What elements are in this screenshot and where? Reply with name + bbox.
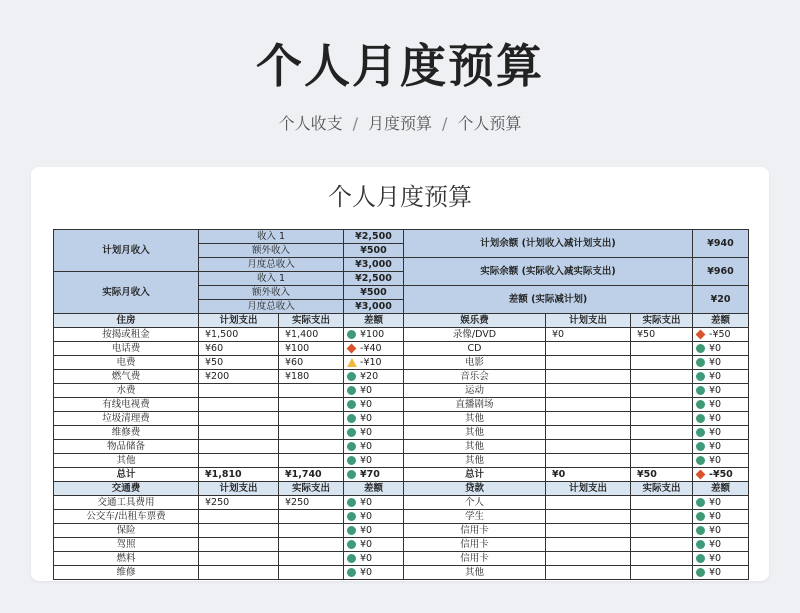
planned-balance-value: ¥940 <box>693 230 749 258</box>
planned-cost: ¥50 <box>199 356 279 370</box>
difference-value: -¥10 <box>360 357 382 368</box>
expense-item-name: 直播剧场 <box>404 398 546 412</box>
col-plan-header: 计划支出 <box>199 482 279 496</box>
actual-income-label: 实际月收入 <box>54 272 199 314</box>
difference-value: ¥100 <box>360 329 385 340</box>
col-actual-header: 实际支出 <box>631 314 693 328</box>
difference-cell <box>693 426 749 440</box>
expense-item-name: 信用卡 <box>404 524 546 538</box>
expense-item-name: 电话费 <box>54 342 199 356</box>
planned-cost <box>199 538 279 552</box>
difference-cell <box>693 496 749 510</box>
actual-balance-value: ¥960 <box>693 258 749 286</box>
circle-indicator-icon <box>347 554 356 563</box>
table-row <box>54 440 749 454</box>
difference-cell <box>693 538 749 552</box>
difference-value: -¥50 <box>709 469 733 480</box>
planned-income-item: 额外收入 <box>199 244 344 258</box>
planned-cost <box>199 524 279 538</box>
planned-cost <box>199 454 279 468</box>
table-row <box>54 342 749 356</box>
actual-cost <box>631 524 693 538</box>
budget-table <box>53 229 749 580</box>
planned-cost: ¥0 <box>546 468 631 482</box>
actual-cost: ¥180 <box>279 370 344 384</box>
difference-value: ¥0 <box>360 497 373 508</box>
planned-cost <box>546 370 631 384</box>
circle-indicator-icon <box>347 372 356 381</box>
expense-item-name: 信用卡 <box>404 552 546 566</box>
col-diff-header: 差额 <box>344 314 404 328</box>
planned-income-value: ¥3,000 <box>344 258 404 272</box>
col-plan-header: 计划支出 <box>546 314 631 328</box>
difference-cell <box>693 412 749 426</box>
table-row <box>54 426 749 440</box>
planned-cost <box>546 496 631 510</box>
planned-cost <box>546 426 631 440</box>
expense-item-name: 交通工具费用 <box>54 496 199 510</box>
planned-cost <box>546 524 631 538</box>
circle-indicator-icon <box>347 414 356 423</box>
preview-card <box>31 167 769 581</box>
expense-item-name: 燃气费 <box>54 370 199 384</box>
difference-cell <box>344 552 404 566</box>
circle-indicator-icon <box>696 372 705 381</box>
actual-cost <box>631 342 693 356</box>
difference-value: ¥0 <box>709 413 722 424</box>
col-diff-header: 差额 <box>693 314 749 328</box>
breadcrumb-item-monthly[interactable]: 月度预算 <box>367 114 432 133</box>
actual-cost <box>279 552 344 566</box>
table-row <box>54 356 749 370</box>
circle-indicator-icon <box>696 498 705 507</box>
difference-value: ¥0 <box>360 413 373 424</box>
planned-cost <box>199 552 279 566</box>
expense-item-name: 其他 <box>54 454 199 468</box>
circle-indicator-icon <box>347 512 356 521</box>
expense-item-name: CD <box>404 342 546 356</box>
expense-item-name: 有线电视费 <box>54 398 199 412</box>
difference-cell <box>693 468 749 482</box>
planned-cost <box>199 384 279 398</box>
expense-item-name: 电影 <box>404 356 546 370</box>
expense-item-name: 音乐会 <box>404 370 546 384</box>
table-row <box>54 496 749 510</box>
actual-cost <box>631 412 693 426</box>
circle-indicator-icon <box>696 442 705 451</box>
total-row <box>54 468 749 482</box>
difference-cell <box>344 370 404 384</box>
difference-cell <box>344 384 404 398</box>
difference-value: ¥0 <box>709 441 722 452</box>
circle-indicator-icon <box>696 526 705 535</box>
expense-item-name: 其他 <box>404 426 546 440</box>
expense-item-name: 运动 <box>404 384 546 398</box>
expense-item-name: 其他 <box>404 440 546 454</box>
difference-cell <box>344 398 404 412</box>
expense-item-name: 学生 <box>404 510 546 524</box>
expense-item-name: 个人 <box>404 496 546 510</box>
actual-cost <box>631 384 693 398</box>
difference-cell <box>693 440 749 454</box>
planned-cost <box>199 398 279 412</box>
circle-indicator-icon <box>347 386 356 395</box>
expense-item-name: 按揭或租金 <box>54 328 199 342</box>
difference-value: ¥0 <box>709 427 722 438</box>
difference-value: ¥0 <box>360 539 373 550</box>
actual-income-value: ¥3,000 <box>344 300 404 314</box>
planned-cost <box>546 356 631 370</box>
actual-cost <box>279 384 344 398</box>
actual-income-item: 额外收入 <box>199 286 344 300</box>
planned-cost <box>546 440 631 454</box>
planned-cost <box>546 566 631 580</box>
planned-income-value: ¥500 <box>344 244 404 258</box>
actual-cost <box>631 454 693 468</box>
circle-indicator-icon <box>696 568 705 577</box>
difference-value: ¥0 <box>709 567 722 578</box>
expense-item-name: 电费 <box>54 356 199 370</box>
actual-cost: ¥1,400 <box>279 328 344 342</box>
col-actual-header: 实际支出 <box>631 482 693 496</box>
actual-cost <box>631 510 693 524</box>
actual-cost <box>631 496 693 510</box>
planned-cost <box>546 510 631 524</box>
expense-item-name: 水费 <box>54 384 199 398</box>
actual-cost: ¥100 <box>279 342 344 356</box>
circle-indicator-icon <box>696 344 705 353</box>
difference-value: ¥0 <box>709 497 722 508</box>
difference-value: ¥0 <box>709 385 722 396</box>
planned-cost: ¥250 <box>199 496 279 510</box>
planned-cost <box>546 412 631 426</box>
planned-cost: ¥200 <box>199 370 279 384</box>
actual-income-value: ¥500 <box>344 286 404 300</box>
difference-cell <box>344 440 404 454</box>
actual-cost <box>279 538 344 552</box>
difference-value: ¥0 <box>709 371 722 382</box>
difference-value: ¥0 <box>360 567 373 578</box>
circle-indicator-icon <box>696 414 705 423</box>
circle-indicator-icon <box>347 470 356 479</box>
triangle-indicator-icon <box>347 358 357 367</box>
difference-value: ¥0 <box>709 525 722 536</box>
planned-cost <box>546 398 631 412</box>
actual-cost <box>631 566 693 580</box>
circle-indicator-icon <box>347 498 356 507</box>
actual-cost <box>631 538 693 552</box>
planned-cost <box>199 566 279 580</box>
actual-cost <box>279 440 344 454</box>
circle-indicator-icon <box>696 540 705 549</box>
page-title: 个人月度预算 <box>256 39 544 93</box>
expense-item-name: 信用卡 <box>404 538 546 552</box>
housing-header: 住房 <box>54 314 199 328</box>
difference-cell <box>344 328 404 342</box>
difference-cell <box>344 538 404 552</box>
diamond-indicator-icon <box>347 344 357 354</box>
actual-cost <box>279 412 344 426</box>
table-row <box>54 510 749 524</box>
circle-indicator-icon <box>696 512 705 521</box>
expense-item-name: 总计 <box>54 468 199 482</box>
circle-indicator-icon <box>696 400 705 409</box>
diamond-indicator-icon <box>696 470 706 480</box>
planned-income-label: 计划月收入 <box>54 230 199 272</box>
table-row <box>54 384 749 398</box>
difference-value: ¥0 <box>709 357 722 368</box>
actual-cost <box>279 566 344 580</box>
col-actual-header: 实际支出 <box>279 482 344 496</box>
difference-cell <box>344 496 404 510</box>
actual-cost <box>631 426 693 440</box>
actual-cost: ¥1,740 <box>279 468 344 482</box>
difference-value: ¥0 <box>360 511 373 522</box>
col-diff-header: 差额 <box>344 482 404 496</box>
planned-cost: ¥0 <box>546 328 631 342</box>
difference-cell <box>344 342 404 356</box>
difference-cell <box>344 454 404 468</box>
difference-value: ¥0 <box>360 553 373 564</box>
planned-cost <box>199 510 279 524</box>
difference-cell <box>344 524 404 538</box>
table-row <box>54 552 749 566</box>
difference-value: ¥20 <box>693 286 749 314</box>
table-row <box>54 454 749 468</box>
difference-value: -¥40 <box>360 343 382 354</box>
expense-item-name: 维修费 <box>54 426 199 440</box>
difference-cell <box>693 356 749 370</box>
col-plan-header: 计划支出 <box>546 482 631 496</box>
actual-cost <box>631 356 693 370</box>
circle-indicator-icon <box>347 568 356 577</box>
col-diff-header: 差额 <box>693 482 749 496</box>
actual-cost: ¥50 <box>631 468 693 482</box>
transport-header: 交通费 <box>54 482 199 496</box>
expense-item-name: 录像/DVD <box>404 328 546 342</box>
difference-value: ¥0 <box>709 539 722 550</box>
sheet-title: 个人月度预算 <box>328 183 472 211</box>
planned-income-value: ¥2,500 <box>344 230 404 244</box>
circle-indicator-icon <box>696 456 705 465</box>
planned-cost <box>546 538 631 552</box>
planned-cost <box>199 426 279 440</box>
planned-cost <box>199 412 279 426</box>
actual-cost <box>631 440 693 454</box>
planned-cost: ¥1,810 <box>199 468 279 482</box>
actual-cost <box>279 398 344 412</box>
diamond-indicator-icon <box>696 330 706 340</box>
actual-income-value: ¥2,500 <box>344 272 404 286</box>
expense-item-name: 驾照 <box>54 538 199 552</box>
budget-table-body <box>54 230 749 580</box>
circle-indicator-icon <box>347 526 356 535</box>
difference-cell <box>344 412 404 426</box>
breadcrumb <box>0 112 800 136</box>
difference-cell <box>344 468 404 482</box>
difference-value: ¥0 <box>360 441 373 452</box>
expense-item-name: 其他 <box>404 566 546 580</box>
expense-item-name: 总计 <box>404 468 546 482</box>
actual-cost <box>279 524 344 538</box>
planned-income-item: 收入 1 <box>199 230 344 244</box>
difference-cell <box>693 524 749 538</box>
circle-indicator-icon <box>347 330 356 339</box>
circle-indicator-icon <box>347 540 356 549</box>
difference-value: ¥0 <box>360 399 373 410</box>
breadcrumb-separator: / <box>442 114 448 133</box>
difference-value: ¥0 <box>709 343 722 354</box>
breadcrumb-item-income[interactable]: 个人收支 <box>278 114 343 133</box>
table-row <box>54 398 749 412</box>
expense-item-name: 维修 <box>54 566 199 580</box>
expense-item-name: 其他 <box>404 412 546 426</box>
planned-cost: ¥1,500 <box>199 328 279 342</box>
planned-balance-label: 计划余额 (计划收入减计划支出) <box>404 230 693 258</box>
actual-cost <box>631 370 693 384</box>
difference-value: ¥0 <box>709 455 722 466</box>
expense-item-name: 保险 <box>54 524 199 538</box>
actual-cost <box>631 552 693 566</box>
circle-indicator-icon <box>347 456 356 465</box>
table-row <box>54 538 749 552</box>
difference-cell <box>693 510 749 524</box>
circle-indicator-icon <box>347 428 356 437</box>
difference-cell <box>693 328 749 342</box>
table-row <box>54 524 749 538</box>
loans-header: 贷款 <box>404 482 546 496</box>
table-row <box>54 566 749 580</box>
table-row <box>54 412 749 426</box>
difference-value: ¥70 <box>360 469 380 480</box>
difference-value: ¥0 <box>709 553 722 564</box>
difference-label: 差额 (实际减计划) <box>404 286 693 314</box>
difference-cell <box>344 426 404 440</box>
circle-indicator-icon <box>347 442 356 451</box>
difference-value: -¥50 <box>709 329 731 340</box>
difference-value: ¥0 <box>360 385 373 396</box>
difference-cell <box>693 552 749 566</box>
circle-indicator-icon <box>696 554 705 563</box>
difference-value: ¥20 <box>360 371 379 382</box>
col-plan-header: 计划支出 <box>199 314 279 328</box>
table-row <box>54 370 749 384</box>
planned-cost <box>546 342 631 356</box>
actual-cost <box>279 426 344 440</box>
actual-balance-label: 实际余额 (实际收入减实际支出) <box>404 258 693 286</box>
circle-indicator-icon <box>696 428 705 437</box>
planned-cost: ¥60 <box>199 342 279 356</box>
expense-item-name: 燃料 <box>54 552 199 566</box>
planned-cost <box>546 384 631 398</box>
difference-cell <box>693 566 749 580</box>
col-actual-header: 实际支出 <box>279 314 344 328</box>
difference-cell <box>693 370 749 384</box>
difference-value: ¥0 <box>360 525 373 536</box>
planned-income-item: 月度总收入 <box>199 258 344 272</box>
difference-cell <box>693 384 749 398</box>
breadcrumb-separator: / <box>352 114 358 133</box>
circle-indicator-icon <box>696 386 705 395</box>
difference-value: ¥0 <box>709 511 722 522</box>
actual-cost: ¥50 <box>631 328 693 342</box>
difference-cell <box>693 342 749 356</box>
expense-item-name: 物品储备 <box>54 440 199 454</box>
actual-cost <box>279 510 344 524</box>
actual-cost: ¥60 <box>279 356 344 370</box>
expense-item-name: 其他 <box>404 454 546 468</box>
circle-indicator-icon <box>347 400 356 409</box>
difference-cell <box>693 454 749 468</box>
planned-cost <box>199 440 279 454</box>
difference-value: ¥0 <box>360 455 373 466</box>
difference-value: ¥0 <box>709 399 722 410</box>
difference-value: ¥0 <box>360 427 373 438</box>
difference-cell <box>344 510 404 524</box>
actual-income-item: 月度总收入 <box>199 300 344 314</box>
actual-cost: ¥250 <box>279 496 344 510</box>
expense-item-name: 公交车/出租车票费 <box>54 510 199 524</box>
actual-cost <box>279 454 344 468</box>
breadcrumb-item-personal: 个人预算 <box>457 114 522 133</box>
planned-cost <box>546 454 631 468</box>
table-row <box>54 328 749 342</box>
actual-cost <box>631 398 693 412</box>
circle-indicator-icon <box>696 358 705 367</box>
expense-item-name: 垃圾清理费 <box>54 412 199 426</box>
actual-income-item: 收入 1 <box>199 272 344 286</box>
planned-cost <box>546 552 631 566</box>
difference-cell <box>344 566 404 580</box>
difference-cell <box>344 356 404 370</box>
difference-cell <box>693 398 749 412</box>
entertainment-header: 娱乐费 <box>404 314 546 328</box>
